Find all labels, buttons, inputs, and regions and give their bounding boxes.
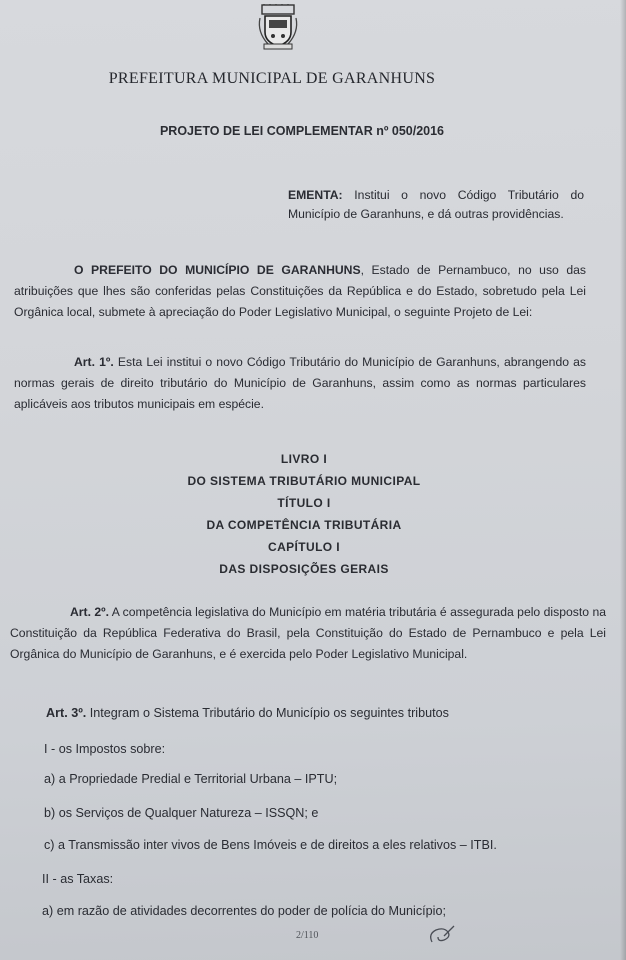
ementa-block — [288, 186, 584, 224]
article-3-label: Art. 3º. — [46, 706, 87, 720]
article-1 — [14, 352, 586, 415]
municipal-coat-of-arms-icon — [256, 4, 300, 50]
list-item: a) em razão de atividades decorrentes do poder de polícia do Município; — [42, 904, 446, 918]
heading-sistema: DO SISTEMA TRIBUTÁRIO MUNICIPAL — [187, 474, 421, 488]
heading-capitulo: CAPÍTULO I — [268, 540, 340, 554]
ementa-label: EMENTA: — [288, 188, 343, 202]
preamble-text: , Estado de Pernambuco, no uso das atribuições que lhes são conferidas pelas Constituições da República e do Estado, sobretudo pela Lei Orgânica local, submete à apreciação do Poder Legislativo Municipal, o seguinte Projeto de Lei: — [14, 263, 587, 319]
list-item: II - as Taxas: — [42, 872, 114, 886]
institution-name: PREFEITURA MUNICIPAL DE GARANHUNS — [108, 70, 436, 87]
article-3-text: Integram o Sistema Tributário do Município os seguintes tributos — [86, 706, 449, 720]
list-item: I - os Impostos sobre: — [44, 742, 166, 756]
heading-competencia: DA COMPETÊNCIA TRIBUTÁRIA — [206, 518, 402, 532]
chapter-headings — [0, 448, 608, 580]
heading-titulo: TÍTULO I — [277, 496, 331, 510]
article-1-text: Esta Lei institui o novo Código Tributário do Município de Garanhuns, abrangendo as normas gerais de direito tributário do Município de Garanhuns, assim como as normas particulares aplicáveis aos tributos municipais em espécie. — [14, 355, 586, 411]
bill-title: PROJETO DE LEI COMPLEMENTAR nº 050/2016 — [159, 124, 445, 138]
article-1-label: Art. 1º. — [74, 355, 114, 369]
page-edge-shadow — [620, 0, 626, 960]
heading-livro: LIVRO I — [280, 452, 328, 466]
preamble-paragraph — [14, 260, 586, 323]
preamble-lead: O PREFEITO DO MUNICÍPIO DE GARANHUNS — [74, 263, 361, 277]
article-2 — [10, 602, 606, 665]
heading-disposicoes: DAS DISPOSIÇÕES GERAIS — [219, 562, 389, 576]
list-item: a) a Propriedade Predial e Territorial Urbana – IPTU; — [44, 772, 338, 786]
article-3 — [46, 706, 449, 720]
ementa-text: Institui o novo Código Tributário do Município de Garanhuns, e dá outras providências. — [288, 188, 585, 221]
page-number: 2/110 — [296, 930, 319, 941]
signature-initials-icon — [424, 922, 458, 948]
list-item: b) os Serviços de Qualquer Natureza – ISSQN; e — [44, 806, 319, 820]
article-2-label: Art. 2º. — [70, 605, 110, 619]
list-item: c) a Transmissão inter vivos de Bens Imóveis e de direitos a eles relativos – ITBI. — [44, 838, 497, 852]
article-2-text: A competência legislativa do Município em matéria tributária é assegurada pelo disposto na Constituição da República Federativa do Brasil, pela Constituição do Estado de Pernambuco e pela Lei Orgânica do Município de Garanhuns, e é exercida pelo Poder Legislativo Municipal. — [10, 605, 606, 661]
